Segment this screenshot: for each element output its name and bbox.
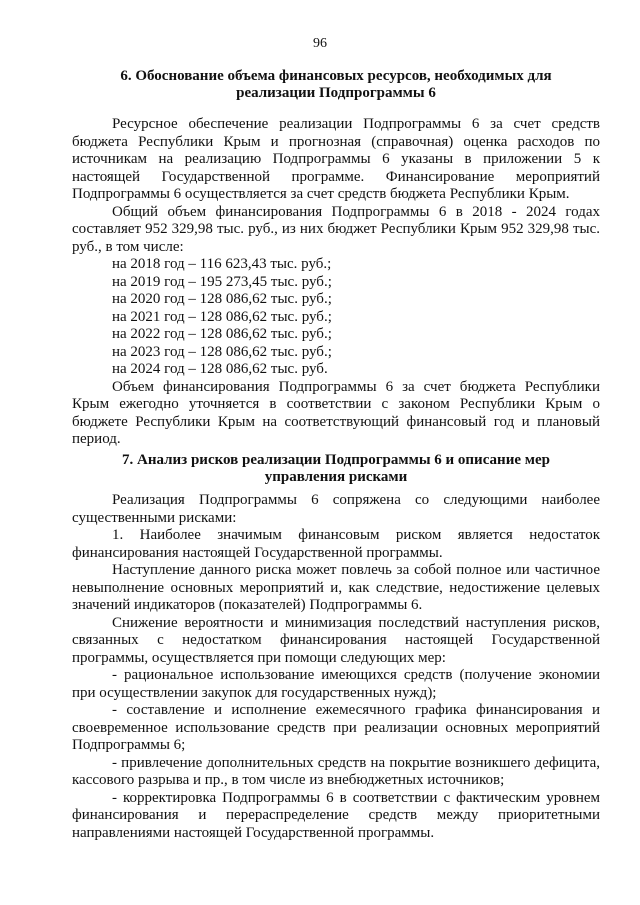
section-7-paragraph-1: Реализация Подпрограммы 6 сопряжена со следующими наиболее существенными рисками: [72,492,600,526]
section-6-paragraph-3: Объем финансирования Подпрограммы 6 за счет бюджета Республики Крым ежегодно уточняется в соответствии с законом Республики Крым о бюджете Республики Крым на соответствующий финансовый год и плановый период. [72,378,600,447]
measure-3: - привлечение дополнительных средств на покрытие возникшего дефицита, кассового разрыва и пр., в том числе из внебюджетных источников; [72,754,600,788]
section-6-heading-line2: реализации Подпрограммы 6 [236,85,436,101]
section-7-paragraph-3: Наступление данного риска может повлечь за собой полное или частичное невыполнение основных мероприятий и, как следствие, недостижение целевых значений индикаторов (показателей) Подпрограммы 6. [72,562,600,613]
funding-year-2022: на 2022 год – 128 086,62 тыс. руб.; [112,326,332,342]
section-6-heading-line1: 6. Обоснование объема финансовых ресурсов, необходимых для [120,68,552,84]
measure-4: - корректировка Подпрограммы 6 в соответствии с фактическим уровнем финансирования и перераспределение средств между приоритетными направлениями настоящей Государственной программы. [72,789,600,841]
section-7-heading-line1: 7. Анализ рисков реализации Подпрограммы 6 и описание мер [122,452,550,468]
section-6-body [72,116,600,449]
section-7-body [72,492,600,842]
funding-year-2024: на 2024 год – 128 086,62 тыс. руб. [112,361,328,377]
funding-by-year-list [72,256,600,379]
funding-year-2021: на 2021 год – 128 086,62 тыс. руб.; [112,308,332,325]
measure-2: - составление и исполнение ежемесячного графика финансирования и своевременное использование средств при реализации основных мероприятий Подпрограммы 6; [72,702,600,753]
section-6-paragraph-1: Ресурсное обеспечение реализации Подпрограммы 6 за счет средств бюджета Республики Крым и прогнозная (справочная) оценка расходов по источникам на реализацию Подпрограммы 6 указаны в приложении 5 к настоящей Государственной программе. Финансирование мероприятий Подпрограммы 6 осуществляется за счет средств бюджета Республики Крым. [72,116,600,202]
section-7-heading [78,452,594,486]
section-6-paragraph-2: Общий объем финансирования Подпрограммы 6 в 2018 - 2024 годах составляет 952 329,98 тыс. руб., из них бюджет Республики Крым 952 329,98 тыс. руб., в том числе: [72,203,600,255]
section-7-paragraph-4: Снижение вероятности и минимизация последствий наступления рисков, связанных с недостатком финансирования настоящей Государственной программы, осуществляется при помощи следующих мер: [72,614,600,666]
measure-1: - рациональное использование имеющихся средств (получение экономии при осуществлении закупок для государственных нужд); [72,667,600,701]
section-6-heading [78,68,594,102]
funding-year-2020: на 2020 год – 128 086,62 тыс. руб.; [112,291,332,307]
section-7-heading-line2: управления рисками [264,469,408,485]
funding-year-2019: на 2019 год – 195 273,45 тыс. руб.; [112,273,332,290]
section-7-paragraph-2: 1. Наиболее значимым финансовым риском является недостаток финансирования настоящей Государственной программы. [72,527,600,561]
page-number: 96 [313,36,327,51]
funding-year-2023: на 2023 год – 128 086,62 тыс. руб.; [112,343,332,360]
funding-year-2018: на 2018 год – 116 623,43 тыс. руб.; [112,256,332,272]
